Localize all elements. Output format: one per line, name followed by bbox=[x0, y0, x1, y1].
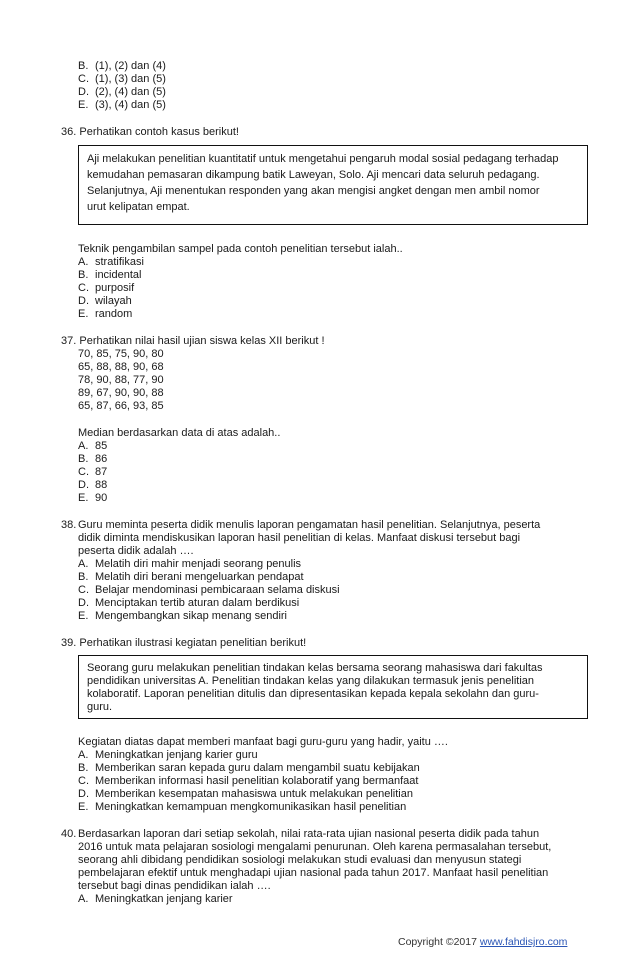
option-item: D. (2), (4) dan (5) bbox=[78, 86, 166, 98]
question-40-line: pembelajaran efektif untuk menghadapi ujian nasional pada tahun 2017. Manfaat hasil penelitian bbox=[78, 867, 549, 879]
question-36-prompt: 36. Perhatikan contoh kasus berikut! bbox=[61, 126, 239, 138]
question-37-prompt: 37. Perhatikan nilai hasil ujian siswa kelas XII berikut ! bbox=[61, 335, 325, 347]
footer-copyright: Copyright ©2017 www.fahdisjro.com bbox=[398, 936, 568, 948]
option-item: D. wilayah bbox=[78, 295, 132, 307]
option-item: A. stratifikasi bbox=[78, 256, 144, 268]
option-item: D. Memberikan kesempatan mahasiswa untuk melakukan penelitian bbox=[78, 788, 413, 800]
option-item: E. 90 bbox=[78, 492, 108, 504]
option-item: E. Meningkatkan kemampuan mengkomunikasikan hasil penelitian bbox=[78, 801, 407, 813]
option-item: A. Melatih diri mahir menjadi seorang penulis bbox=[78, 558, 302, 570]
question-39-prompt: 39. Perhatikan ilustrasi kegiatan penelitian berikut! bbox=[61, 637, 307, 649]
question-40-number: 40. bbox=[61, 828, 77, 840]
option-item: B. Melatih diri berani mengeluarkan pendapat bbox=[78, 571, 304, 583]
option-item: D. Menciptakan tertib aturan dalam berdikusi bbox=[78, 597, 300, 609]
question-40-line: Berdasarkan laporan dari setiap sekolah, nilai rata-rata ujian nasional peserta didik pada tahun bbox=[78, 828, 540, 840]
question-40-line: tersebut bagi dinas pendidikan ialah …. bbox=[78, 880, 271, 892]
option-item: C. Belajar mendominasi pembicaraan selama diskusi bbox=[78, 584, 340, 596]
option-item: A. Meningkatkan jenjang karier guru bbox=[78, 749, 258, 761]
data-row: 65, 87, 66, 93, 85 bbox=[78, 400, 164, 412]
question-38-line: didik diminta mendiskusikan laporan hasil penelitian di kelas. Manfaat diskusi tersebut bagi bbox=[78, 532, 521, 544]
data-row: 65, 88, 88, 90, 68 bbox=[78, 361, 164, 373]
question-40-line: 2016 untuk mata pelajaran sosiologi mengalami penurunan. Oleh karena permasalahan tersebut, bbox=[78, 841, 552, 853]
data-row: 78, 90, 88, 77, 90 bbox=[78, 374, 164, 386]
option-item: D. 88 bbox=[78, 479, 108, 491]
option-item: A. 85 bbox=[78, 440, 108, 452]
option-item: E. (3), (4) dan (5) bbox=[78, 99, 166, 111]
option-item: B. Memberikan saran kepada guru dalam mengambil suatu kebijakan bbox=[78, 762, 420, 774]
option-item: B. incidental bbox=[78, 269, 142, 281]
option-item: E. Mengembangkan sikap menang sendiri bbox=[78, 610, 288, 622]
option-item: E. random bbox=[78, 308, 133, 320]
question-38-line: peserta didik adalah …. bbox=[78, 545, 194, 557]
option-item: B. 86 bbox=[78, 453, 108, 465]
question-38-number: 38. bbox=[61, 519, 77, 531]
question-40-line: seorang ahli dibidang pendidikan sosiologi melakukan studi evaluasi dan menyusun stategi bbox=[78, 854, 522, 866]
option-item: C. Memberikan informasi hasil penelitian kolaboratif yang bermanfaat bbox=[78, 775, 419, 787]
case-box-39: Seorang guru melakukan penelitian tindakan kelas bersama seorang mahasiswa dari fakultas pendidikan universitas A. Penelitian tindakan kelas yang dilakukan termasuk jenis penelitian kolaboratif. Laporan penelitian ditulis dan dipresentasikan kepada kepala sekolahn dan guru- guru. bbox=[78, 655, 588, 719]
question-36-text: Teknik pengambilan sampel pada contoh penelitian tersebut ialah.. bbox=[78, 243, 403, 255]
data-row: 89, 67, 90, 90, 88 bbox=[78, 387, 164, 399]
question-38-line: Guru meminta peserta didik menulis laporan pengamatan hasil penelitian. Selanjutnya, peserta bbox=[78, 519, 541, 531]
option-item: C. 87 bbox=[78, 466, 108, 478]
case-box-36: Aji melakukan penelitian kuantitatif untuk mengetahui pengaruh modal sosial pedagang terhadap kemudahan pemasaran dikampung batik Laweyan, Solo. Aji mencari data seluruh pedagang. Selanjutnya, Aji menentukan responden yang akan mengisi angket dengan men ambil nomor urut kelipatan empat. bbox=[78, 145, 588, 225]
footer-link[interactable]: www.fahdisjro.com bbox=[479, 936, 568, 948]
question-39-text: Kegiatan diatas dapat memberi manfaat bagi guru-guru yang hadir, yaitu …. bbox=[78, 736, 448, 748]
option-item: C. (1), (3) dan (5) bbox=[78, 73, 166, 85]
option-item: B. (1), (2) dan (4) bbox=[78, 60, 166, 72]
question-37-text: Median berdasarkan data di atas adalah.. bbox=[78, 427, 281, 439]
option-item: C. purposif bbox=[78, 282, 135, 294]
data-row: 70, 85, 75, 90, 80 bbox=[78, 348, 164, 360]
option-item: A. Meningkatkan jenjang karier bbox=[78, 893, 233, 905]
